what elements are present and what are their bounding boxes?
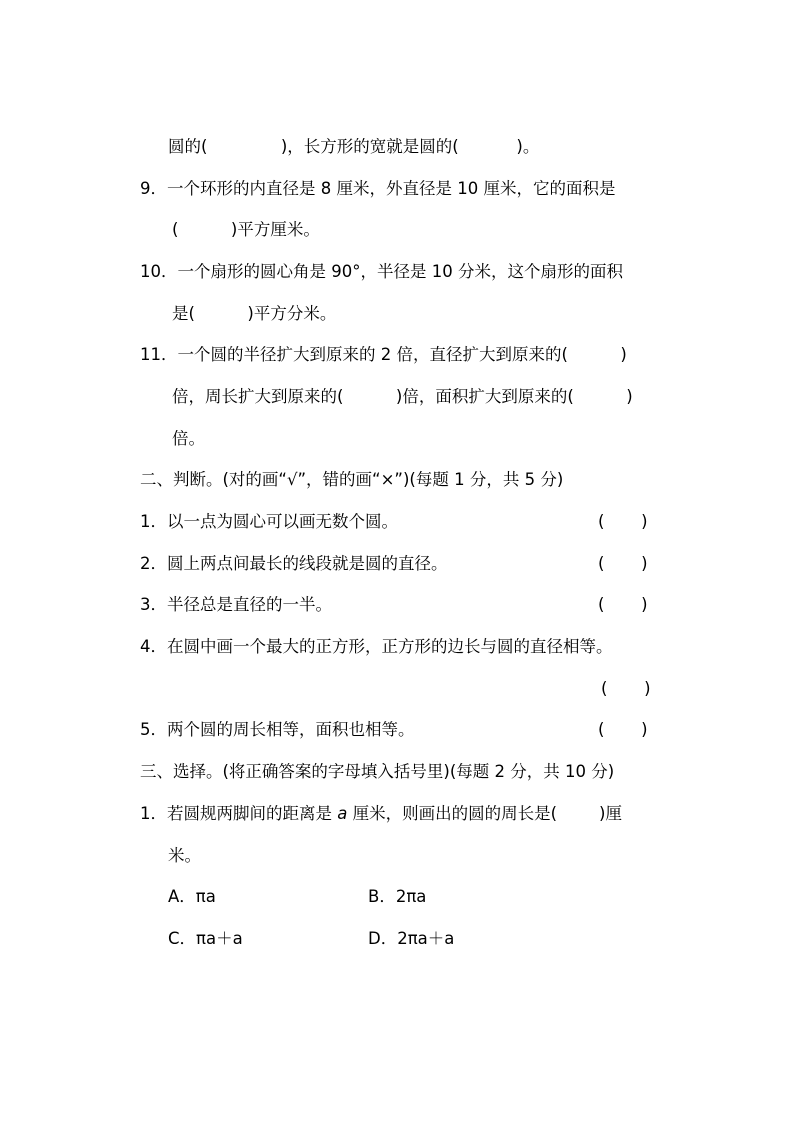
judge-answer-bracket-1[interactable]: ( ) xyxy=(598,512,648,531)
choice-heading: 三、选择。(将正确答案的字母填入括号里)(每题 2 分，共 10 分) xyxy=(140,762,615,781)
judge-item-1: 1．以一点为圆心可以画无数个圆。 xyxy=(140,512,398,531)
choice-option-c[interactable]: C．πa＋a xyxy=(168,929,243,948)
judge-answer-bracket-3[interactable]: ( ) xyxy=(598,595,648,614)
judge-answer-bracket-2[interactable]: ( ) xyxy=(598,554,648,573)
choice-q1-text-post: 厘米，则画出的圆的周长是( )厘 xyxy=(347,804,622,823)
q10-line2: 是( )平方分米。 xyxy=(172,304,337,323)
choice-option-a[interactable]: A．πa xyxy=(168,887,216,906)
variable-a: a xyxy=(337,804,348,823)
q8-continuation: 圆的( )，长方形的宽就是圆的( )。 xyxy=(168,137,540,156)
judge-item-5: 5．两个圆的周长相等，面积也相等。 xyxy=(140,720,415,739)
judge-answer-bracket-4[interactable]: ( ) xyxy=(601,679,651,698)
choice-option-b[interactable]: B．2πa xyxy=(368,887,427,906)
q11-line3: 倍。 xyxy=(172,429,205,448)
judge-answer-bracket-5[interactable]: ( ) xyxy=(598,720,648,739)
q9-line2: ( )平方厘米。 xyxy=(172,220,320,239)
judge-item-4: 4．在圆中画一个最大的正方形，正方形的边长与圆的直径相等。 xyxy=(140,637,613,656)
judge-heading: 二、判断。(对的画“√”，错的画“×”)(每题 1 分，共 5 分) xyxy=(140,470,564,489)
choice-option-d[interactable]: D．2πa＋a xyxy=(368,929,455,948)
q10-line1: 10．一个扇形的圆心角是 90°，半径是 10 分米，这个扇形的面积 xyxy=(140,262,623,281)
choice-q1-line1 xyxy=(140,804,622,824)
q11-line1: 11．一个圆的半径扩大到原来的 2 倍，直径扩大到原来的( ) xyxy=(140,345,627,364)
judge-item-2: 2．圆上两点间最长的线段就是圆的直径。 xyxy=(140,554,448,573)
choice-q1-text-pre: 1．若圆规两脚间的距离是 xyxy=(140,804,338,823)
q9-line1: 9．一个环形的内直径是 8 厘米，外直径是 10 厘米，它的面积是 xyxy=(140,179,616,198)
judge-item-3: 3．半径总是直径的一半。 xyxy=(140,595,332,614)
q11-line2: 倍，周长扩大到原来的( )倍，面积扩大到原来的( ) xyxy=(172,387,633,406)
choice-q1-line2: 米。 xyxy=(168,846,201,865)
